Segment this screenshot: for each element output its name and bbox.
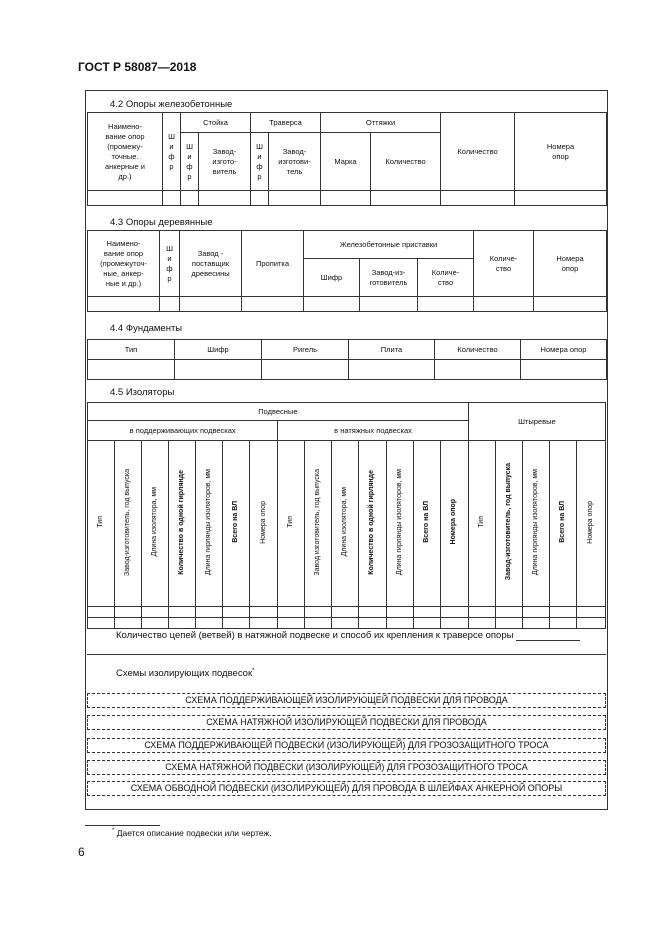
section-4-2-title: 4.2 Опоры железобетонные	[110, 99, 233, 110]
schemes-title	[116, 668, 254, 679]
col-kolichestvo: Количе- ство	[474, 231, 534, 297]
col-header: Завод-изготовитель, год выпуска	[504, 463, 512, 581]
col-pristavki-zavod: Завод-из- готовитель	[360, 259, 418, 297]
col-ottyazhki: Оттяжки	[321, 113, 441, 133]
col-kolichestvo: Количество	[441, 113, 515, 191]
col-pristavki-shifr: Шифр	[304, 259, 360, 297]
table-4-2	[87, 112, 607, 206]
col-header: Длина гирлянды изоляторов, мм	[531, 468, 539, 576]
col-plita: Плита	[349, 340, 435, 360]
circuits-label: Количество цепей (ветвей) в натяжной подвеске и способ их крепления к траверсе опоры	[116, 630, 514, 641]
footnote-text: Дается описание подвески или чертеж.	[116, 828, 272, 838]
scheme-box: СХЕМА НАТЯЖНОЙ ИЗОЛИРУЮЩЕЙ ПОДВЕСКИ ДЛЯ ПРОВОДА	[87, 715, 606, 730]
col-marka: Марка	[321, 133, 371, 191]
col-kolichestvo: Количество	[435, 340, 521, 360]
col-header: Количество в одной гирлянде	[178, 469, 186, 575]
table-row	[88, 618, 606, 629]
footnote	[112, 828, 272, 838]
col-podderzh: в поддерживающих подвесках	[88, 421, 278, 441]
divider-line	[87, 654, 606, 655]
col-nomera: Номера опор	[515, 113, 607, 191]
col-tip: Тип	[88, 340, 175, 360]
table-4-3	[87, 230, 607, 312]
col-header: Завод-изготовитель, год выпуска	[124, 468, 132, 576]
col-natyazh: в натяжных подвесках	[278, 421, 468, 441]
table-row	[88, 360, 607, 380]
col-header: Всего на ВЛ	[422, 501, 430, 543]
col-header: Длина гирлянды изоляторов, мм	[395, 468, 403, 576]
scheme-box: СХЕМА ПОДДЕРЖИВАЮЩЕЙ ПОДВЕСКИ (ИЗОЛИРУЮЩЕЙ) ДЛЯ ГРОЗОЗАЩИТНОГО ТРОСА	[87, 738, 606, 753]
scheme-box: СХЕМА ПОДДЕРЖИВАЮЩЕЙ ИЗОЛИРУЮЩЕЙ ПОДВЕСКИ ДЛЯ ПРОВОДА	[87, 693, 606, 708]
col-stoika-zavod: Завод- изгото- витель	[199, 133, 251, 191]
footnote-rule	[85, 825, 160, 826]
col-header: Всего на ВЛ	[558, 501, 566, 543]
col-header: Номера опор	[586, 500, 594, 544]
scheme-box: СХЕМА ОБВОДНОЙ ПОДВЕСКИ (ИЗОЛИРУЮЩЕЙ) ДЛЯ ПРОВОДА В ШЛЕЙФАХ АНКЕРНОЙ ОПОРЫ	[87, 781, 606, 796]
table-row	[88, 191, 607, 206]
col-ottyazhki-kol: Количество	[371, 133, 441, 191]
col-header: Тип	[97, 516, 105, 528]
col-zavod: Завод - поставщик древесины	[180, 231, 242, 297]
col-stoika: Стойка	[181, 113, 251, 133]
col-header: Длина изолятора, мм	[341, 487, 349, 557]
col-nomera: Номера опор	[521, 340, 607, 360]
schemes-mark: *	[252, 668, 255, 674]
col-stoika-shifr: Ш и ф р	[181, 133, 199, 191]
col-traversa-zavod: Завод- изготови- тель	[269, 133, 321, 191]
circuits-blank[interactable]	[516, 631, 580, 641]
col-traversa-shifr: Ш и ф р	[251, 133, 269, 191]
col-podvesnye: Подвесные	[88, 403, 469, 421]
scheme-box: СХЕМА НАТЯЖНОЙ ПОДВЕСКИ (ИЗОЛИРУЮЩЕЙ) ДЛЯ ГРОЗОЗАЩИТНОГО ТРОСА	[87, 760, 606, 775]
circuits-line	[116, 630, 580, 641]
document-header: ГОСТ Р 58087—2018	[78, 60, 197, 74]
col-header: Длина гирлянды изоляторов, мм	[205, 468, 213, 576]
table-row	[88, 607, 606, 618]
col-shifr: Ш и ф р	[163, 113, 181, 191]
section-4-4-title: 4.4 Фундаменты	[110, 323, 183, 334]
col-name: Наимено- вание опор (промежуточ- ные, анкер- ные и др.)	[88, 231, 160, 297]
col-header: Тип	[477, 516, 485, 528]
col-name: Наимено- вание опор (промежу- точные. анкерные и др.)	[88, 113, 163, 191]
col-header: Всего на ВЛ	[232, 501, 240, 543]
section-4-3-title: 4.3 Опоры деревянные	[110, 217, 213, 228]
footnote-mark: *	[112, 828, 115, 835]
col-header: Номера опор	[259, 500, 267, 544]
page-number: 6	[78, 845, 85, 859]
col-header: Завод изготовитель, год выпуска	[314, 468, 322, 576]
col-shifr: Ш и ф р	[160, 231, 180, 297]
col-rigel: Ригель	[262, 340, 349, 360]
col-pristavki: Железобетонные приставки	[304, 231, 474, 259]
col-header: Номера опор	[450, 499, 458, 545]
schemes-label: Схемы изолирующих подвесок	[116, 668, 253, 680]
col-header: Длина изолятора, мм	[151, 487, 159, 557]
col-pristavki-kol: Количе- ство	[418, 259, 474, 297]
col-traversa: Траверса	[251, 113, 321, 133]
col-propitka: Пропитка	[242, 231, 304, 297]
table-row	[88, 297, 607, 312]
col-shifr: Шифр	[175, 340, 262, 360]
col-header: Тип	[287, 516, 295, 528]
col-header: Количество в одной гирлянде	[368, 469, 376, 575]
section-4-5-title: 4.5 Изоляторы	[110, 387, 175, 398]
col-nomera: Номера опор	[534, 231, 607, 297]
table-4-5	[87, 402, 606, 629]
col-shtyrevye: Штыревые	[468, 403, 605, 441]
table-4-4	[87, 339, 607, 380]
